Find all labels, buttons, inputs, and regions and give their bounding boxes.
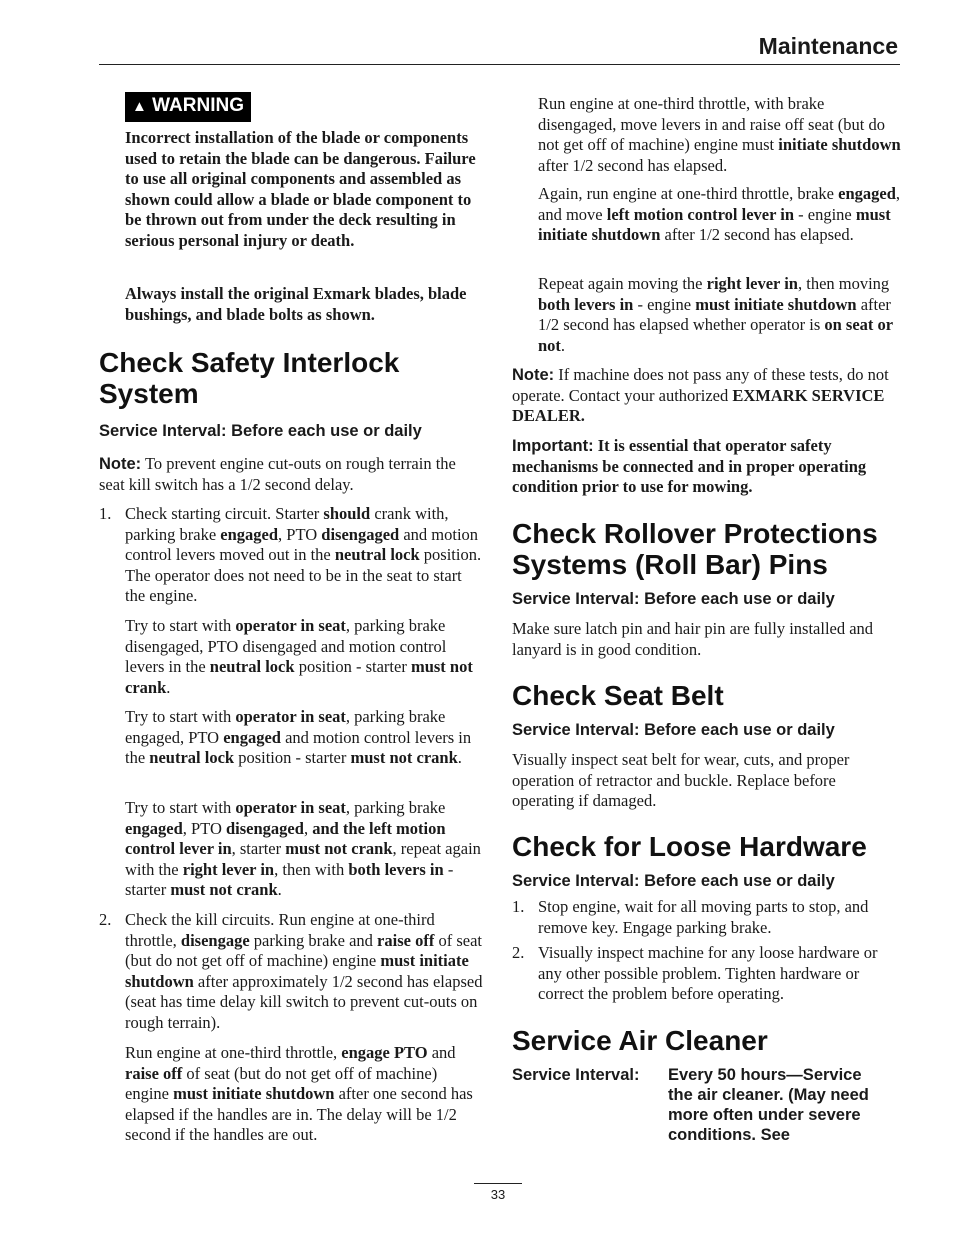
section-title-hardware: Check for Loose Hardware (512, 831, 867, 862)
section-title-interlock: Check Safety Interlock System (99, 347, 400, 409)
list-item-paragraph: Run engine at one-third throttle, engage PTO and raise off of seat (but do not get off of machine) engine must initiate shutdown after one second has elapsed if the handles are in. The delay will be 1/2 second if the handles are out. (125, 1043, 473, 1144)
list-item-paragraph: Again, run engine at one-third throttle, brake engaged, and move left motion control lever in - engine must initiate shutdown after 1/2 second has elapsed. (538, 184, 900, 244)
important-note (512, 436, 902, 498)
seatbelt-text: Visually inspect seat belt for wear, cuts, and proper operation of retractor and buckle. Replace before operating if damaged. (512, 750, 850, 810)
list-item-paragraph: Try to start with operator in seat, parking brake disengaged, PTO disengaged and motion control levers in the neutral lock position - starter must not crank. (125, 616, 473, 697)
list-number: 2. (512, 943, 525, 962)
warning-instruction: Always install the original Exmark blades, blade bushings, and blade bolts as shown. (125, 284, 467, 324)
list-number: 1. (512, 897, 525, 916)
note-label: Note: (99, 455, 142, 473)
service-interval-seatbelt: Service Interval: Before each use or daily (512, 721, 835, 739)
warning-badge (125, 92, 251, 122)
list-item-paragraph: Run engine at one-third throttle, with brake disengaged, move levers in and raise off seat (but do not get off of machine) engine must initiate shutdown after 1/2 second has elapsed. (538, 94, 901, 175)
important-label: Important: (512, 437, 594, 455)
footer-rule (474, 1183, 522, 1184)
page-number: 33 (490, 1187, 506, 1202)
warning-label: WARNING (152, 95, 244, 116)
list-item-paragraph: Repeat again moving the right lever in, then moving both levers in - engine must initiate shutdown after 1/2 second has elapsed whether operator is on seat or not. (538, 274, 893, 355)
warning-triangle-icon: ▲ (132, 98, 147, 115)
list-item: Check starting circuit. Starter should crank with, parking brake engaged, PTO disengaged and motion control levers moved out in the neutral lock position. The operator does not need to be in the seat to start the engine. (125, 504, 482, 605)
service-interval-label: Service Interval: (512, 1066, 640, 1084)
note-text: To prevent engine cut-outs on rough terrain the seat kill switch has a 1/2 second delay. (99, 454, 456, 494)
interlock-note (99, 454, 485, 495)
note-text: If machine does not pass any of these tests, do not operate. Contact your authorized (512, 365, 889, 405)
section-title-seatbelt: Check Seat Belt (512, 680, 724, 711)
list-item-paragraph: Try to start with operator in seat, parking brake engaged, PTO disengaged, and the left motion control lever in, starter must not crank, repeat again with the right lever in, then with both levers in - starter must not crank. (125, 798, 481, 899)
header-rule (99, 64, 900, 65)
section-title-rollover: Check Rollover Protections Systems (Roll Bar) Pins (512, 518, 878, 580)
warning-text: Incorrect installation of the blade or components used to retain the blade can be dangerous. Failure to use all original components and assembled as shown could allow a blade or blade component to be thrown out from under the deck resulting in serious personal injury or death. (125, 128, 476, 250)
rollover-text: Make sure latch pin and hair pin are fully installed and lanyard is in good condition. (512, 619, 874, 659)
list-number: 2. (99, 910, 112, 929)
service-interval-hardware: Service Interval: Before each use or daily (512, 872, 835, 890)
note-label: Note: (512, 366, 555, 384)
list-item: Check the kill circuits. Run engine at one-third throttle, disengage parking brake and raise off of seat (but do not get off of machine) engine must initiate shutdown after approximately 1/2 second has elapsed (seat has time delay kill switch to prevent cut-outs on rough terrain). (125, 910, 483, 1032)
list-item: Visually inspect machine for any loose hardware or any other possible problem. Tighten hardware or correct the problem before operating. (538, 943, 878, 1003)
right-note (512, 365, 902, 427)
list-item: Stop engine, wait for all moving parts to stop, and remove key. Engage parking brake. (538, 897, 869, 937)
list-number: 1. (99, 504, 112, 523)
dealer-name: EXMARK SERVICE DEALER. (512, 385, 885, 425)
service-interval-rollover: Service Interval: Before each use or daily (512, 590, 835, 608)
list-item-paragraph: Try to start with operator in seat, parking brake engaged, PTO engaged and motion control levers in the neutral lock position - starter must not crank. (125, 707, 472, 767)
section-title-aircleaner: Service Air Cleaner (512, 1025, 768, 1056)
important-text: It is essential that operator safety mechanisms be connected and in proper operating condition prior to use for mowing. (512, 436, 867, 496)
running-header-title: Maintenance (758, 33, 898, 59)
service-interval-interlock: Service Interval: Before each use or daily (99, 422, 422, 440)
service-interval-value: Every 50 hours—Service the air cleaner. (May need more often under severe conditions. See (668, 1066, 869, 1144)
